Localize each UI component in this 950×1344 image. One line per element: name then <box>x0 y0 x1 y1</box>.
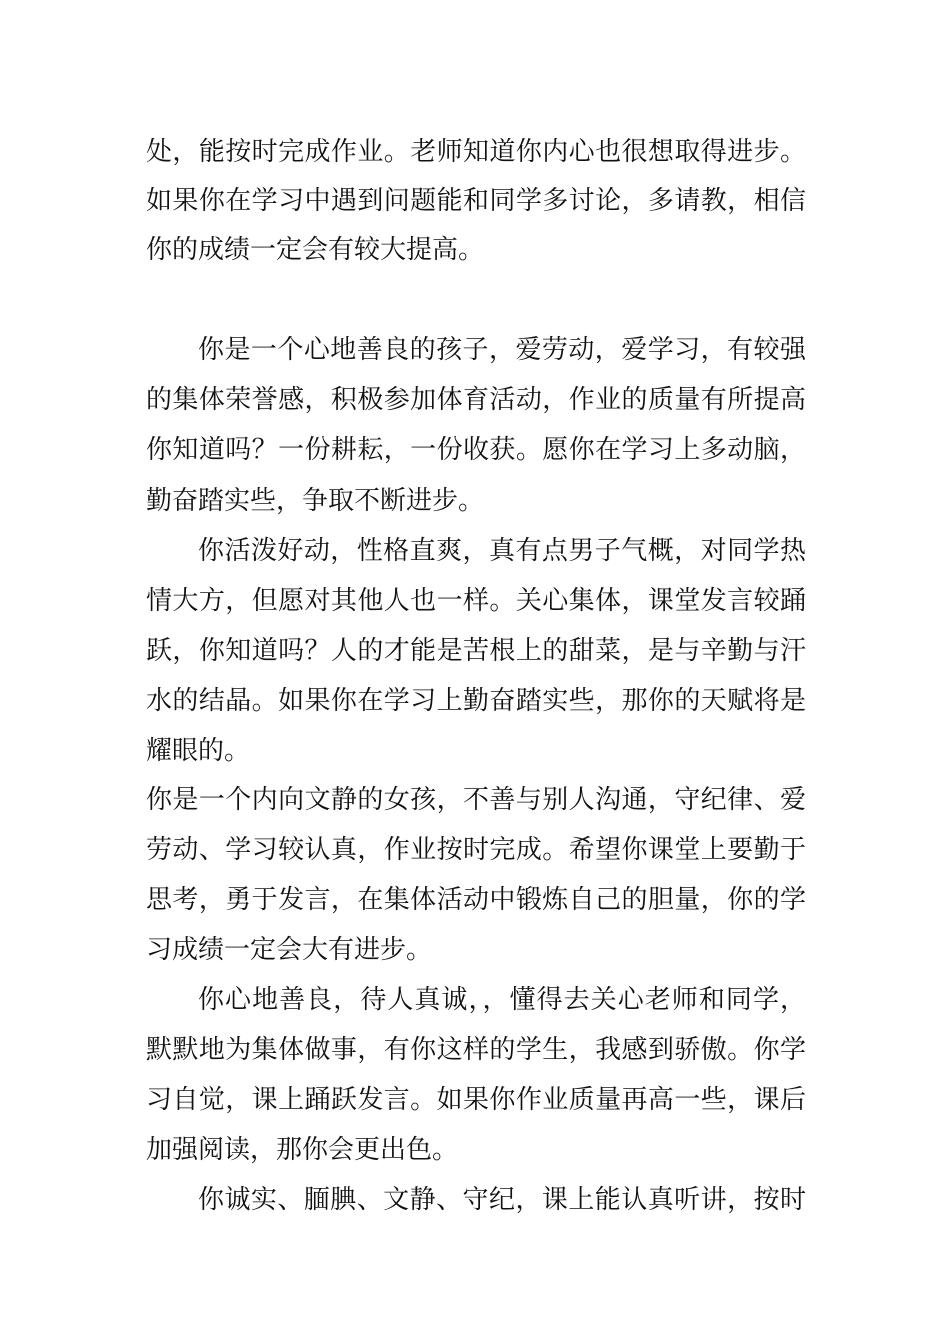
text-line: 你心地善良，待人真诚，，懂得去关心老师和同学， <box>198 985 806 1015</box>
text-line: 勤奋踏实些，争取不断进步。 <box>146 486 485 516</box>
text-line: 你诚实、腼腆、文静、守纪，课上能认真听讲，按时 <box>198 1185 806 1215</box>
text-line: 思考，勇于发言，在集体活动中锻炼自己的胆量，你的学 <box>146 885 806 915</box>
text-line: 跃，你知道吗？人的才能是苦根上的甜菜，是与辛勤与汗 <box>146 636 806 666</box>
text-line: 劳动、学习较认真，作业按时完成。希望你课堂上要勤于 <box>146 835 806 865</box>
text-line: 你是一个内向文静的女孩，不善与别人沟通，守纪律、爱 <box>146 785 806 815</box>
text-line: 你知道吗？一份耕耘，一份收获。愿你在学习上多动脑， <box>146 435 806 465</box>
text-line: 你活泼好动，性格直爽，真有点男子气概，对同学热 <box>198 536 806 566</box>
text-line: 处，能按时完成作业。老师知道你内心也很想取得进步。 <box>146 137 806 167</box>
text-line: 习成绩一定会大有进步。 <box>146 935 433 965</box>
text-line: 默默地为集体做事，有你这样的学生，我感到骄傲。你学 <box>146 1035 806 1065</box>
text-line: 你的成绩一定会有较大提高。 <box>146 235 485 265</box>
text-line: 耀眼的。 <box>146 736 251 766</box>
text-line: 加强阅读，那你会更出色。 <box>146 1135 459 1165</box>
text-line: 如果你在学习中遇到问题能和同学多讨论，多请教，相信 <box>146 186 806 216</box>
text-line: 的集体荣誉感，积极参加体育活动，作业的质量有所提高 <box>146 385 806 415</box>
text-line: 你是一个心地善良的孩子，爱劳动，爱学习，有较强 <box>198 335 806 365</box>
text-line: 情大方，但愿对其他人也一样。关心集体，课堂发言较踊 <box>146 586 806 616</box>
text-line: 水的结晶。如果你在学习上勤奋踏实些，那你的天赋将是 <box>146 686 806 716</box>
text-line: 习自觉，课上踊跃发言。如果你作业质量再高一些，课后 <box>146 1085 806 1115</box>
